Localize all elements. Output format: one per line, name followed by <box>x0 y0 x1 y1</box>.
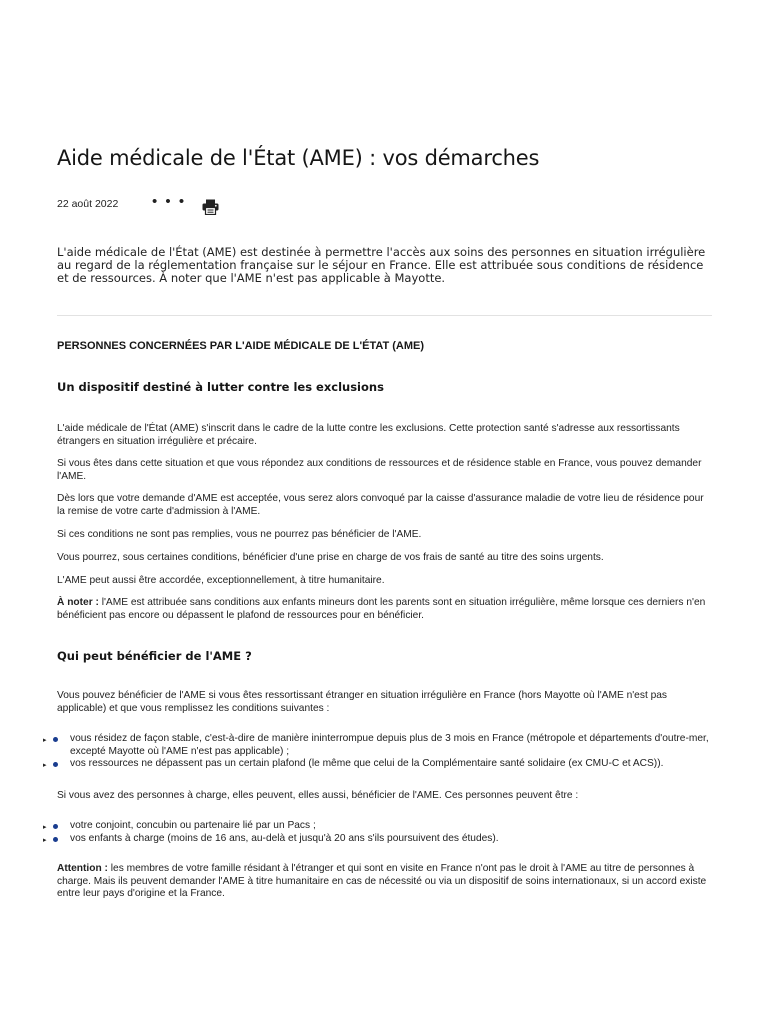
attention-label: Attention : <box>57 863 108 874</box>
more-dots-icon[interactable]: • • • <box>152 193 187 210</box>
triangle-bullet-icon: ▸ <box>43 737 47 744</box>
intro-paragraph: L'aide médicale de l'État (AME) est destinée à permettre l'accès aux soins des personnes en situation irrégulière au regard de la réglementation française sur le séjour en France. Elle est attribuée sous conditions de résidence et de ressources. À noter que l'AME n'est pas applicable à Mayotte. <box>57 245 706 285</box>
list-item: ▸ votre conjoint, concubin ou partenaire lié par un Pacs ; <box>43 820 711 833</box>
bullet-dot-icon <box>53 837 58 842</box>
paragraph: Si vous avez des personnes à charge, elles peuvent, elles aussi, bénéficier de l'AME. Ces personnes peuvent être : <box>57 790 579 801</box>
triangle-bullet-icon: ▸ <box>43 836 47 844</box>
conditions-list <box>43 733 711 771</box>
page-title: Aide médicale de l'État (AME) : vos démarches <box>57 146 540 170</box>
subsection-heading-exclusions: Un dispositif destiné à lutter contre les exclusions <box>57 380 384 394</box>
section-heading: PERSONNES CONCERNÉES PAR L'AIDE MÉDICALE DE L'ÉTAT (AME) <box>57 340 425 352</box>
article-meta <box>57 193 257 219</box>
paragraph: Si ces conditions ne sont pas remplies, vous ne pourrez pas bénéficier de l'AME. <box>57 529 422 540</box>
subsection-heading-eligibility: Qui peut bénéficier de l'AME ? <box>57 649 252 663</box>
list-item: ▸ vos ressources ne dépassent pas un certain plafond (le même que celui de la Complémentaire santé solidaire (ex CMU-C et ACS)). <box>43 758 711 771</box>
paragraph: L'aide médicale de l'État (AME) s'inscrit dans le cadre de la lutte contre les exclusions. Cette protection santé s'adresse aux ressortissants étrangers en situation irrégulière et précaire. <box>57 423 680 447</box>
bullet-dot-icon <box>53 762 58 767</box>
paragraph: L'AME peut aussi être accordée, exceptionnellement, à titre humanitaire. <box>57 575 385 586</box>
paragraph: Vous pouvez bénéficier de l'AME si vous êtes ressortissant étranger en situation irrégulière en France (hors Mayotte où l'AME n'est pas applicable) et que vous remplissez les conditions suivantes : <box>57 690 668 714</box>
attention-text: les membres de votre famille résidant à l'étranger et qui sont en visite en France n'ont pas le droit à l'AME au titre de personnes à charge. Mais ils peuvent demander l'AME à titre humanitaire en cas de nécessité ou via un dispositif de soins internationaux, si un accord existe entre leur pays d'origine et la France. <box>57 863 707 899</box>
paragraph: Dès lors que votre demande d'AME est acceptée, vous serez alors convoqué par la caisse d'assurance maladie de votre lieu de résidence pour la remise de votre carte d'admission à l'AME. <box>57 493 704 517</box>
divider <box>57 315 712 316</box>
note-paragraph <box>57 597 707 622</box>
list-item: ▸ vos enfants à charge (moins de 16 ans, au-delà et jusqu'à 20 ans s'ils poursuivent des études). <box>43 833 711 846</box>
attention-paragraph <box>57 863 707 901</box>
publish-date: 22 août 2022 <box>57 198 119 210</box>
printer-icon[interactable] <box>202 199 219 215</box>
bullet-dot-icon <box>53 824 58 829</box>
paragraph: Si vous êtes dans cette situation et que vous répondez aux conditions de ressources et de résidence stable en France, vous pouvez demander l'AME. <box>57 458 702 482</box>
bullet-dot-icon <box>53 737 58 742</box>
list-item: ▸ vous résidez de façon stable, c'est-à-dire de manière ininterrompue depuis plus de 3 mois en France (métropole et départements d'outre-mer, excepté Mayotte où l'AME n'est pas applicable) ; <box>43 733 709 757</box>
triangle-bullet-icon: ▸ <box>43 762 47 769</box>
triangle-bullet-icon: ▸ <box>43 824 47 831</box>
dependents-list <box>43 820 711 845</box>
paragraph: Vous pourrez, sous certaines conditions, bénéficier d'une prise en charge de vos frais de santé au titre des soins urgents. <box>57 552 604 563</box>
note-text: l'AME est attribuée sans conditions aux enfants mineurs dont les parents sont en situation irrégulière, même lorsque ces derniers n'en bénéficient pas encore ou dépassent le plafond de ressources pour en bénéficier. <box>57 597 706 621</box>
note-label: À noter : <box>57 597 99 608</box>
